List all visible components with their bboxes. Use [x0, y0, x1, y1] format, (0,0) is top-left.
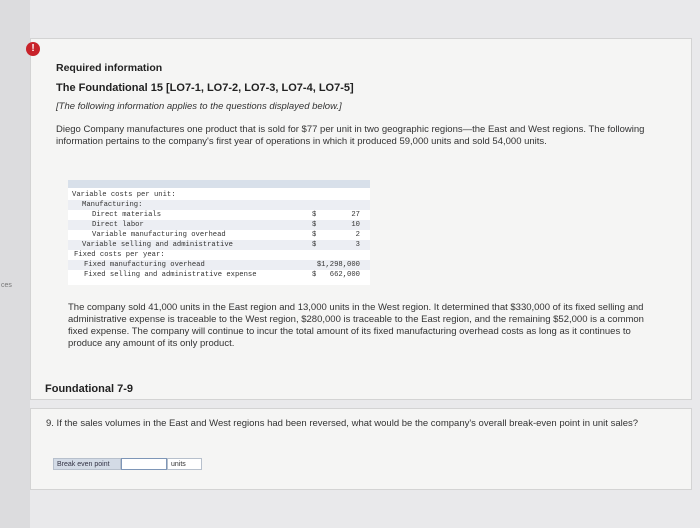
break-even-input[interactable]	[121, 458, 167, 470]
cost-row	[68, 210, 370, 220]
sidebar-cut-label: ces	[1, 282, 12, 289]
cost-row	[68, 270, 370, 280]
alert-icon: !	[26, 42, 40, 56]
cost-value: 27	[351, 211, 360, 219]
info-note: [The following information applies to the questions displayed below.]	[56, 101, 342, 112]
section-title: Foundational 7-9	[45, 383, 133, 395]
cost-label: Fixed selling and administrative expense	[84, 271, 257, 279]
cost-row	[68, 230, 370, 240]
intro-paragraph: Diego Company manufactures one product that is sold for $77 per unit in two geographic regions—the East and West regions. The following information pertains to the company's first year of operations in which it produced 59,000 units and sold 54,000 units.	[56, 124, 645, 147]
answer-label: Break even point	[53, 458, 121, 470]
cost-currency: $	[312, 221, 317, 229]
cost-currency: $	[312, 231, 317, 239]
cost-currency: $	[312, 271, 317, 279]
cost-table	[68, 180, 370, 285]
cost-value: $1,298,000	[316, 261, 360, 269]
cost-value: 2	[355, 231, 360, 239]
cost-label: Variable selling and administrative	[82, 241, 233, 249]
cost-currency: $	[312, 241, 317, 249]
question-text: 9. If the sales volumes in the East and West regions had been reversed, what would be the company's overall break-even point in unit sales?	[46, 418, 639, 429]
cost-table-header	[68, 180, 370, 188]
cost-label: Variable costs per unit:	[72, 191, 176, 199]
cost-label: Variable manufacturing overhead	[92, 231, 226, 239]
cost-label: Manufacturing:	[82, 201, 143, 209]
cost-currency: $	[312, 211, 317, 219]
cost-row	[68, 240, 370, 250]
cost-row	[68, 220, 370, 230]
cost-row	[68, 260, 370, 270]
cost-label: Fixed costs per year:	[74, 251, 165, 259]
cost-value: 3	[355, 241, 360, 249]
cost-label: Direct labor	[92, 221, 144, 229]
cost-label: Direct materials	[92, 211, 162, 219]
cost-row	[68, 200, 370, 210]
answer-unit: units	[167, 458, 202, 470]
cost-value: 10	[351, 221, 360, 229]
cost-row	[68, 190, 370, 200]
foundational-heading: The Foundational 15 [LO7-1, LO7-2, LO7-3, LO7-4, LO7-5]	[56, 82, 354, 94]
left-sidebar-edge	[0, 0, 30, 528]
detail-paragraph: The company sold 41,000 units in the East region and 13,000 units in the West region. It determined that $330,000 of its fixed selling and administrative expense is traceable to the West region, $280,000 is traceable to the East region, and the remaining $52,000 is a common fixed expense. The company will continue to incur the total amount of its fixed manufacturing overhead costs as long as it continues to produce any amount of its only product.	[68, 302, 644, 349]
cost-row	[68, 250, 370, 260]
cost-label: Fixed manufacturing overhead	[84, 261, 205, 269]
cost-value: 662,000	[329, 271, 360, 279]
required-info-title: Required information	[56, 62, 163, 74]
